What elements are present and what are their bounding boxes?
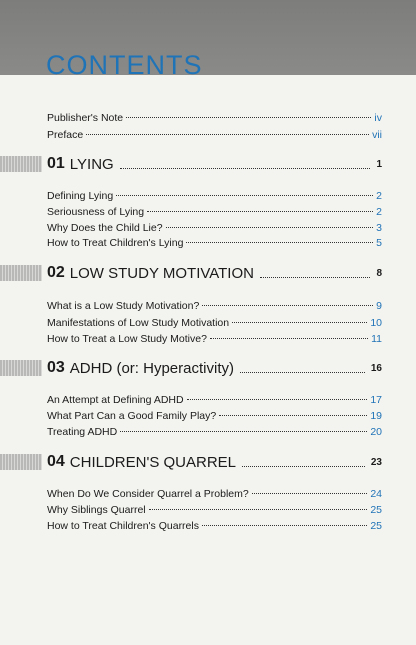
toc-entry[interactable] bbox=[47, 299, 382, 313]
entry-label: Treating ADHD bbox=[47, 426, 118, 438]
toc-entry[interactable] bbox=[47, 503, 382, 517]
chapter-page: 16 bbox=[370, 362, 382, 374]
toc-entry[interactable] bbox=[47, 409, 382, 423]
toc-entry[interactable] bbox=[47, 487, 382, 501]
leader-dots bbox=[260, 277, 370, 278]
toc-entry-preface[interactable] bbox=[47, 128, 382, 142]
leader-dots bbox=[116, 195, 373, 196]
page-title: CONTENTS bbox=[46, 50, 203, 80]
toc-entry[interactable] bbox=[47, 519, 382, 533]
chapter-heading-04[interactable] bbox=[0, 451, 382, 473]
leader-dots bbox=[202, 525, 367, 526]
entry-label: How to Treat Children's Lying bbox=[47, 237, 184, 249]
leader-dots bbox=[126, 117, 371, 118]
chapter-title: ADHD (or: Hyperactivity) bbox=[69, 359, 234, 377]
entry-page: 10 bbox=[370, 317, 382, 329]
chapter-heading-01[interactable] bbox=[0, 153, 382, 175]
chapter-number: 04 bbox=[47, 453, 65, 470]
chapter-title: CHILDREN'S QUARREL bbox=[69, 453, 237, 471]
leader-dots bbox=[219, 415, 367, 416]
leader-dots bbox=[242, 466, 365, 467]
leader-dots bbox=[232, 322, 367, 323]
entry-page: 25 bbox=[370, 504, 382, 516]
chapter-number: 02 bbox=[47, 264, 65, 281]
entry-label: When Do We Consider Quarrel a Problem? bbox=[47, 488, 249, 500]
entry-page: 11 bbox=[371, 333, 382, 345]
leader-dots bbox=[120, 431, 367, 432]
toc-entry[interactable] bbox=[47, 393, 382, 407]
leader-dots bbox=[149, 509, 368, 510]
entry-page: 25 bbox=[370, 520, 382, 532]
entry-page: 2 bbox=[376, 190, 382, 202]
chapter-page: 23 bbox=[370, 456, 382, 468]
entry-label: How to Treat Children's Quarrels bbox=[47, 520, 199, 532]
leader-dots bbox=[240, 372, 365, 373]
chapter-title: LOW STUDY MOTIVATION bbox=[69, 264, 254, 282]
entry-label: Manifestations of Low Study Motivation bbox=[47, 317, 230, 329]
chapter-page: 1 bbox=[376, 158, 382, 170]
leader-dots bbox=[186, 242, 373, 243]
entry-label: What is a Low Study Motivation? bbox=[47, 300, 200, 312]
entry-page: iv bbox=[374, 112, 382, 124]
chapter-bar bbox=[0, 265, 42, 281]
chapter-number: 01 bbox=[47, 155, 65, 172]
chapter-bar bbox=[0, 360, 42, 376]
chapter-title: LYING bbox=[69, 155, 114, 173]
entry-label: Seriousness of Lying bbox=[47, 206, 145, 218]
entry-page: 5 bbox=[376, 237, 382, 249]
leader-dots bbox=[210, 338, 368, 339]
entry-label: Why Does the Child Lie? bbox=[47, 222, 163, 234]
leader-dots bbox=[147, 211, 373, 212]
toc-entry[interactable] bbox=[47, 236, 382, 250]
chapter-number: 03 bbox=[47, 359, 65, 376]
leader-dots bbox=[120, 168, 371, 169]
chapter-heading-03[interactable] bbox=[0, 357, 382, 379]
leader-dots bbox=[202, 305, 373, 306]
entry-page: 2 bbox=[376, 206, 382, 218]
chapter-page: 8 bbox=[376, 267, 382, 279]
toc-entry[interactable] bbox=[47, 221, 382, 235]
entry-label: What Part Can a Good Family Play? bbox=[47, 410, 217, 422]
entry-label: How to Treat a Low Study Motive? bbox=[47, 333, 207, 345]
leader-dots bbox=[187, 399, 368, 400]
chapter-bar bbox=[0, 156, 42, 172]
entry-page: 19 bbox=[370, 410, 382, 422]
chapter-bar bbox=[0, 454, 42, 470]
entry-label: Why Siblings Quarrel bbox=[47, 504, 146, 516]
entry-label: Defining Lying bbox=[47, 190, 114, 202]
entry-label: Publisher's Note bbox=[47, 112, 124, 124]
entry-page: 3 bbox=[376, 222, 382, 234]
chapter-heading-02[interactable] bbox=[0, 262, 382, 284]
toc-entry[interactable] bbox=[47, 425, 382, 439]
entry-label: Preface bbox=[47, 129, 84, 141]
leader-dots bbox=[86, 134, 369, 135]
toc-entry[interactable] bbox=[47, 316, 382, 330]
toc-entry[interactable] bbox=[47, 189, 382, 203]
entry-page: vii bbox=[372, 129, 382, 141]
toc-entry-publishers-note[interactable] bbox=[47, 111, 382, 125]
entry-label: An Attempt at Defining ADHD bbox=[47, 394, 184, 406]
toc-entry[interactable] bbox=[47, 205, 382, 219]
entry-page: 24 bbox=[370, 488, 382, 500]
leader-dots bbox=[166, 227, 374, 228]
entry-page: 9 bbox=[376, 300, 382, 312]
leader-dots bbox=[252, 493, 368, 494]
toc-entry[interactable] bbox=[47, 332, 382, 346]
entry-page: 20 bbox=[370, 426, 382, 438]
entry-page: 17 bbox=[370, 394, 382, 406]
